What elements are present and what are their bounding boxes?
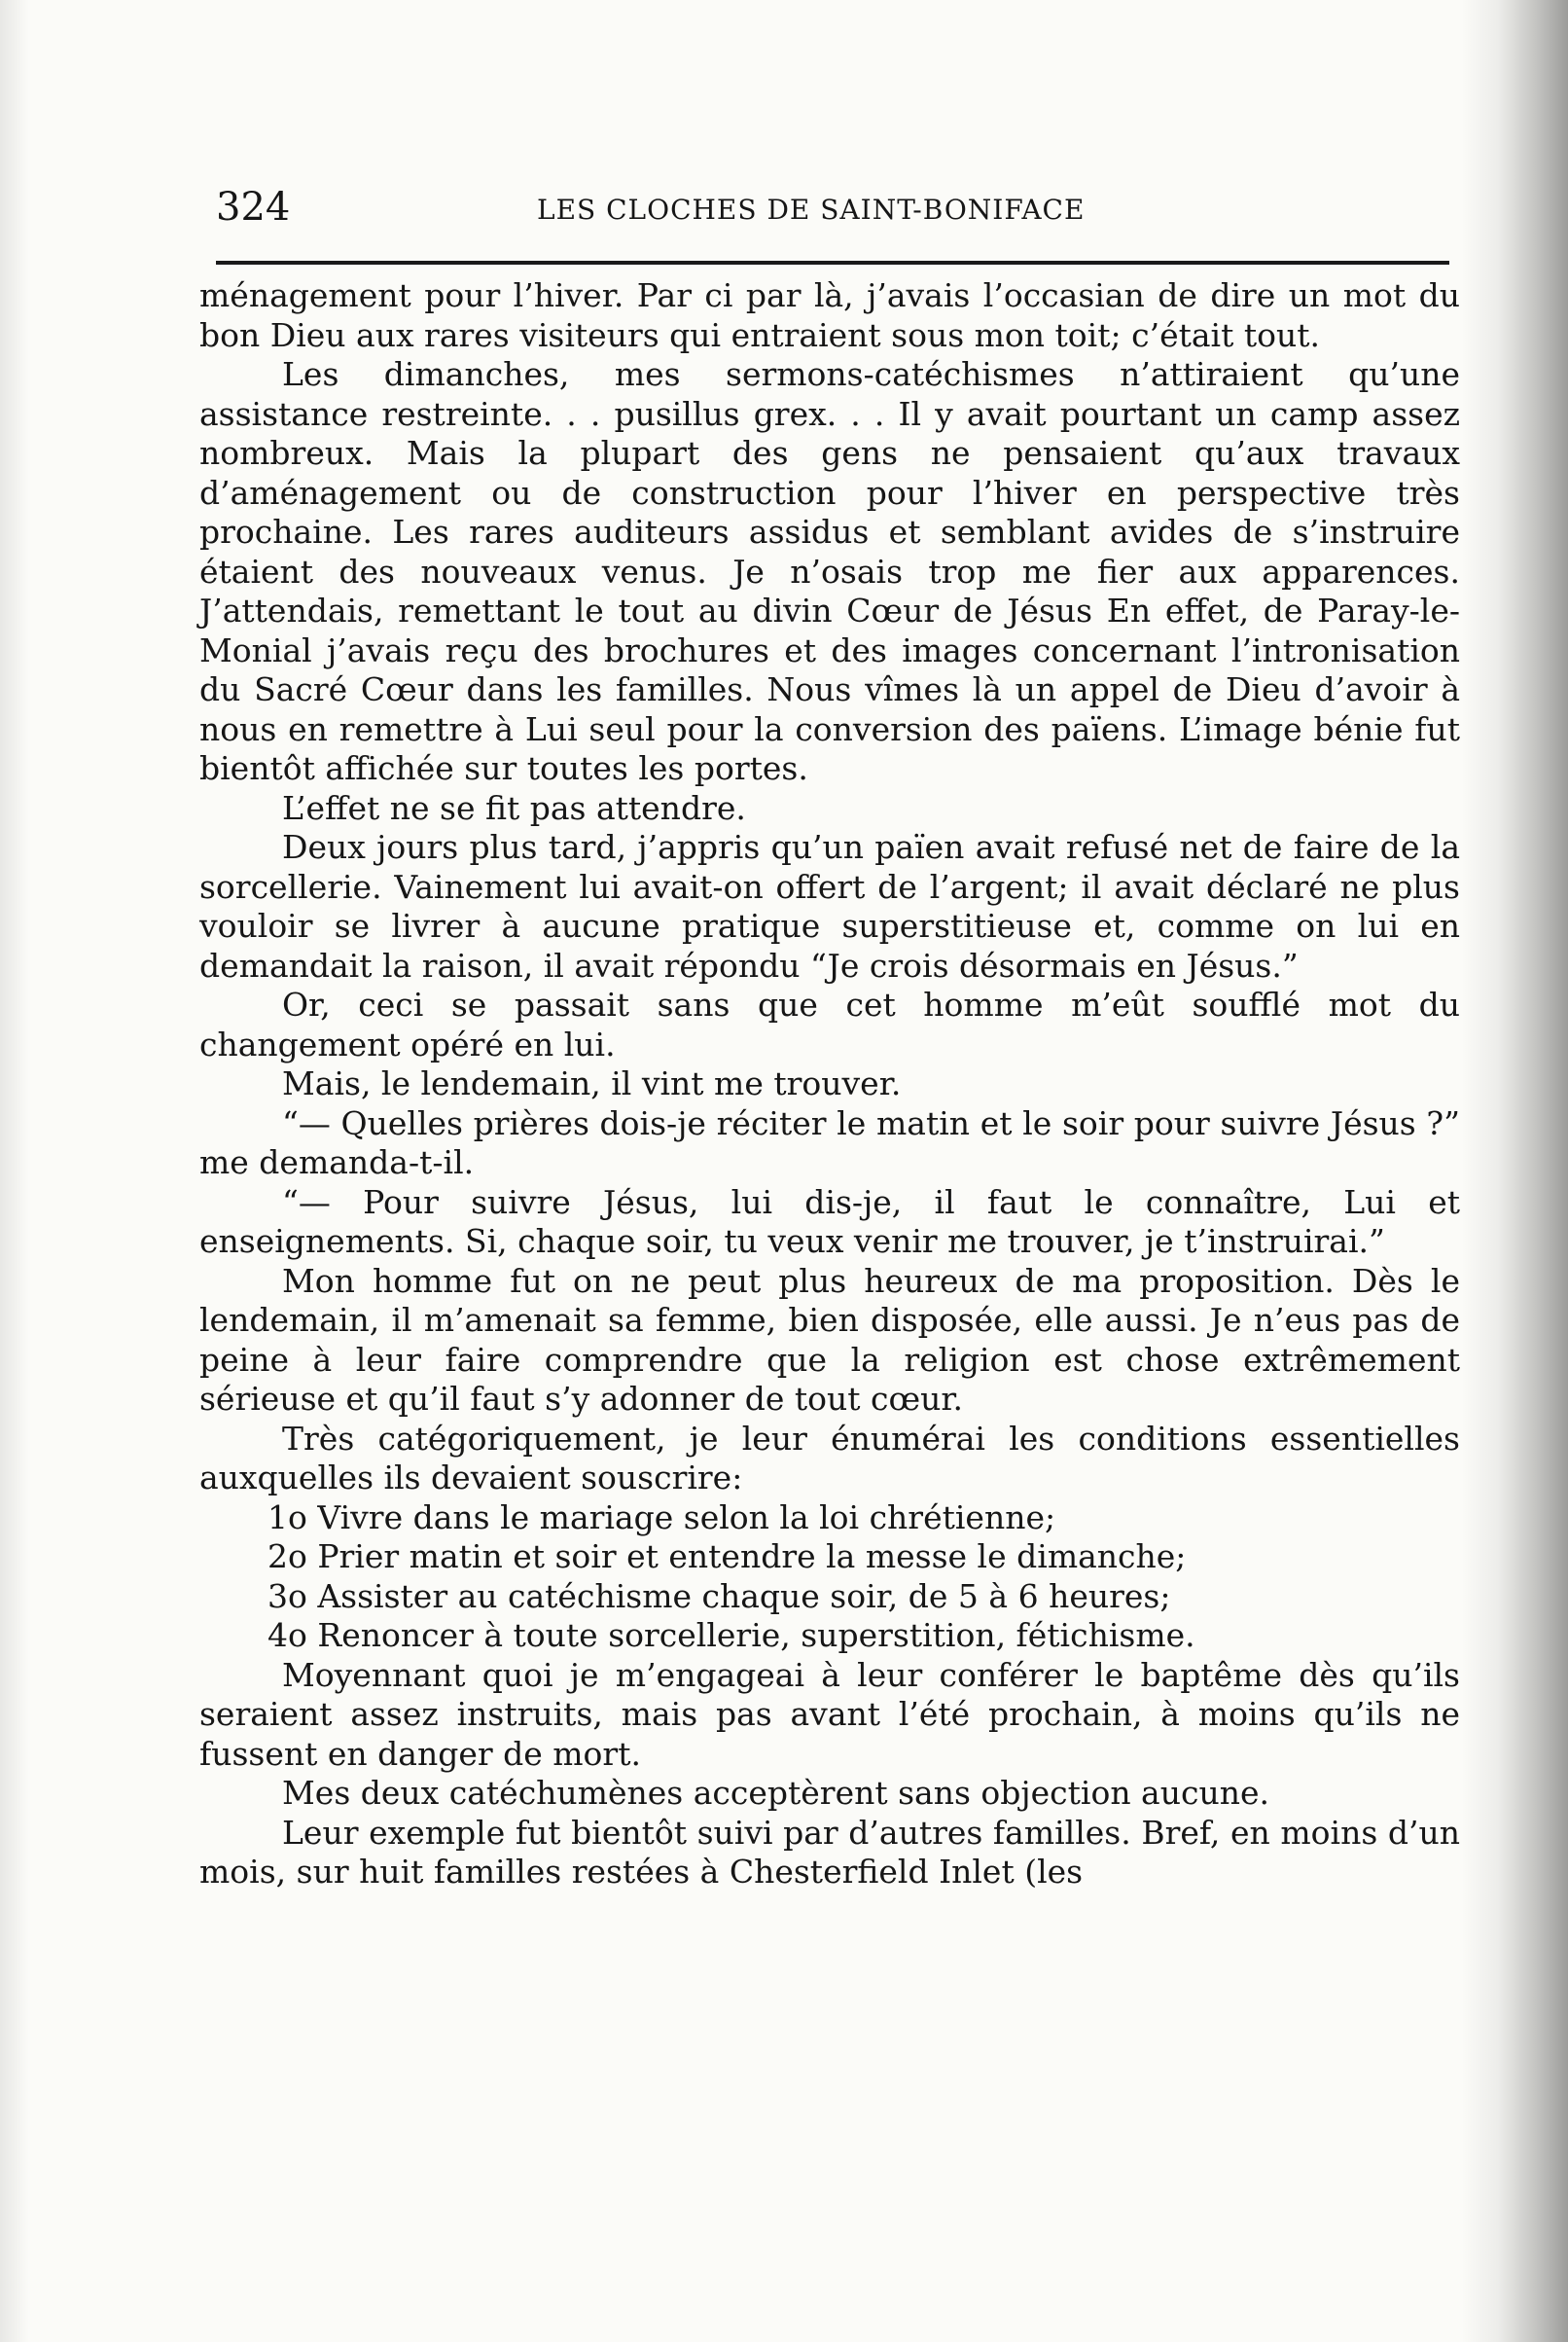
running-title: LES CLOCHES DE SAINT-BONIFACE — [537, 194, 1086, 226]
paragraph: Mes deux catéchumènes acceptèrent sans objection aucune. — [282, 1774, 1269, 1812]
paragraph: Moyennant quoi je m’engageai à leur conférer le baptême dès qu’ils seraient assez instruits, mais pas avant l’été prochain, à moins qu’ils ne fussent en danger de mort. — [199, 1655, 1460, 1773]
paragraph: Les dimanches, mes sermons-catéchismes n’attiraient qu’une assistance restreinte. . . pusillus grex. . . Il y avait pourtant un camp assez nombreux. Mais la plupart des gens ne pensaient qu’aux travaux d’aménagement ou de construction pour l’hiver en perspective très prochaine. Les rares auditeurs assidus et semblant avides de s’instruire étaient des nouveaux venus. Je n’osais trop me fier aux apparences. J’attendais, remettant le tout au divin Cœur de Jésus En effet, de Paray-le-Monial j’avais reçu des brochures et des images concernant l’intronisation du Sacré Cœur dans les familles. Nous vîmes là un appel de Dieu d’avoir à nous en remettre à Lui seul pour la conversion des païens. L’image bénie fut bientôt affichée sur toutes les portes. — [199, 355, 1460, 787]
condition-item: 1o Vivre dans le mariage selon la loi chrétienne; — [267, 1497, 1056, 1536]
page-binding-shadow — [1461, 0, 1568, 2342]
paragraph: Leur exemple fut bientôt suivi par d’autres familles. Bref, en moins d’un mois, sur huit familles restées à Chesterfield Inlet (les — [199, 1813, 1460, 1891]
body-text — [199, 276, 1460, 1892]
condition-item: 2o Prier matin et soir et entendre la messe le dimanche; — [267, 1537, 1187, 1575]
dialogue-paragraph: “— Quelles prières dois-je réciter le matin et le soir pour suivre Jésus ?” me demanda-t-il. — [199, 1103, 1460, 1181]
paragraph: Mon homme fut on ne peut plus heureux de ma proposition. Dès le lendemain, il m’amenait sa femme, bien disposée, elle aussi. Je n’eus pas de peine à leur faire comprendre que la religion est chose extrêmement sérieuse et qu’il faut s’y adonner de tout cœur. — [199, 1261, 1460, 1418]
condition-item: 3o Assister au catéchisme chaque soir, de 5 à 6 heures; — [267, 1576, 1171, 1615]
page-header — [216, 183, 1445, 241]
page-number: 324 — [216, 185, 291, 230]
paragraph: Deux jours plus tard, j’appris qu’un païen avait refusé net de faire de la sorcellerie. Vainement lui avait-on offert de l’argent; il avait déclaré ne plus vouloir se livrer à aucune pratique superstitieuse et, comme on lui en demandait la raison, il avait répondu “Je crois désormais en Jésus.” — [199, 828, 1460, 985]
paragraph: Mais, le lendemain, il vint me trouver. — [282, 1064, 902, 1102]
header-rule — [216, 261, 1449, 265]
paragraph-continuation: ménagement pour l’hiver. Par ci par là, j’avais l’occasian de dire un mot du bon Dieu aux rares visiteurs qui entraient sous mon toit; c’était tout. — [199, 276, 1460, 354]
dialogue-paragraph: “— Pour suivre Jésus, lui dis-je, il faut le connaître, Lui et enseignements. Si, chaque soir, tu veux venir me trouver, je t’instruirai.” — [199, 1182, 1460, 1260]
paragraph: L’effet ne se fit pas attendre. — [282, 788, 746, 827]
paragraph: Très catégoriquement, je leur énumérai les conditions essentielles auxquelles ils devaient souscrire: — [199, 1419, 1460, 1496]
page-left-edge-shading — [0, 0, 29, 2342]
paragraph: Or, ceci se passait sans que cet homme m’eût soufflé mot du changement opéré en lui. — [199, 986, 1460, 1063]
condition-item: 4o Renoncer à toute sorcellerie, superstition, fétichisme. — [267, 1616, 1195, 1654]
